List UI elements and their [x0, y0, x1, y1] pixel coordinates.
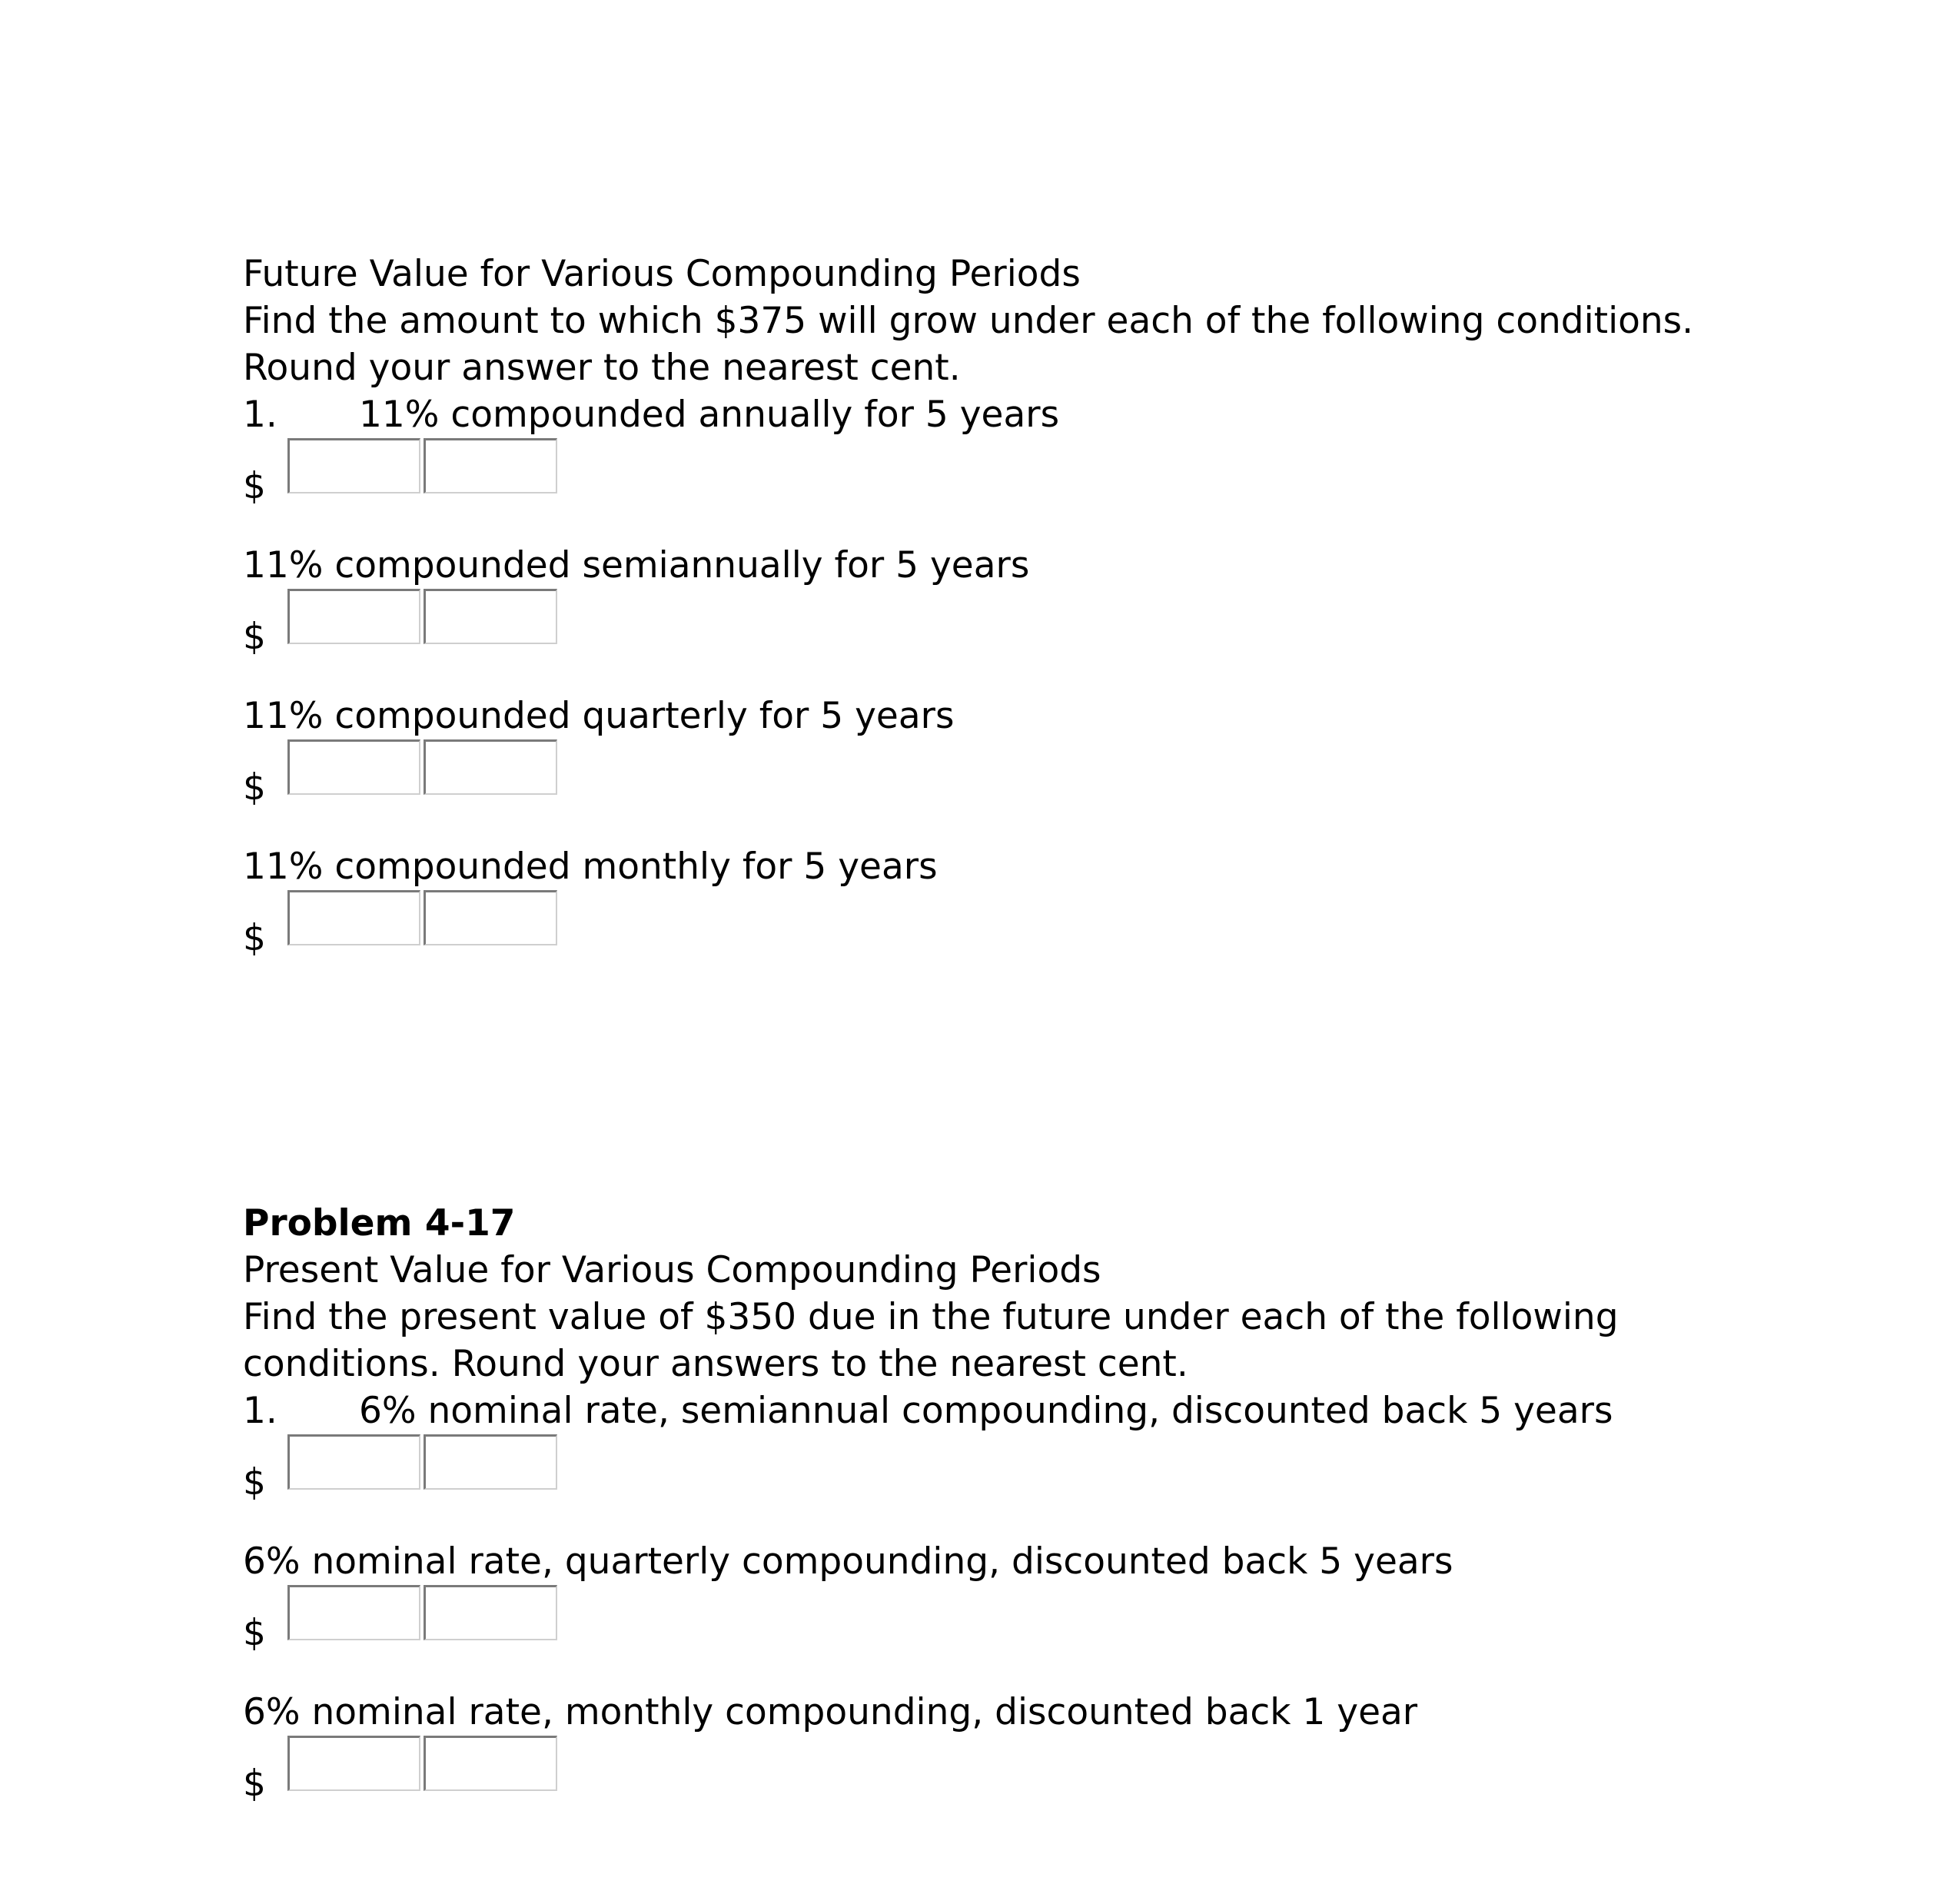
answer-row [243, 438, 1693, 542]
answer-input[interactable] [424, 890, 557, 945]
answer-row [243, 739, 1693, 843]
answer-input[interactable] [287, 890, 420, 945]
question-label: 11% compounded semiannually for 5 years [243, 544, 1030, 586]
question-label: 6% nominal rate, quarterly compounding, discounted back 5 years [243, 1540, 1453, 1583]
dollar-sign: $ [243, 917, 266, 959]
answer-input[interactable] [287, 1585, 420, 1640]
answer-input[interactable] [287, 589, 420, 644]
answer-row [243, 1736, 1619, 1839]
answer-row [243, 1585, 1619, 1689]
dollar-sign: $ [243, 766, 266, 809]
answer-input[interactable] [424, 1434, 557, 1490]
problem-heading: Problem 4-17 [243, 1202, 516, 1244]
answer-input[interactable] [287, 739, 420, 795]
question-number: 1. [243, 394, 277, 436]
answer-input[interactable] [424, 739, 557, 795]
answer-input[interactable] [424, 589, 557, 644]
question-label: 11% compounded quarterly for 5 years [243, 695, 955, 737]
question-label: 6% nominal rate, monthly compounding, discounted back 1 year [243, 1691, 1418, 1733]
answer-input[interactable] [424, 1585, 557, 1640]
answer-input[interactable] [424, 1736, 557, 1791]
dollar-sign: $ [243, 1461, 266, 1504]
instructions-line: conditions. Round your answers to the nearest cent. [243, 1343, 1188, 1385]
section-title: Present Value for Various Compounding Periods [243, 1249, 1101, 1291]
answer-row [243, 589, 1693, 693]
answer-row [243, 890, 1693, 994]
instructions-line: Round your answer to the nearest cent. [243, 347, 961, 389]
instructions-line: Find the amount to which $375 will grow under each of the following conditions. [243, 300, 1694, 342]
instructions-line: Find the present value of $350 due in the future under each of the following [243, 1296, 1619, 1338]
future-value-section [243, 251, 1693, 994]
dollar-sign: $ [243, 1763, 266, 1805]
dollar-sign: $ [243, 1612, 266, 1654]
section-title: Future Value for Various Compounding Periods [243, 253, 1081, 295]
dollar-sign: $ [243, 465, 266, 507]
answer-row [243, 1434, 1619, 1538]
present-value-section [243, 1200, 1619, 1839]
question-text [243, 1387, 1619, 1434]
question-label: 11% compounded annually for 5 years [359, 394, 1060, 436]
question-label: 11% compounded monthly for 5 years [243, 846, 938, 888]
question-text [243, 391, 1693, 438]
dollar-sign: $ [243, 616, 266, 658]
question-label: 6% nominal rate, semiannual compounding, discounted back 5 years [359, 1390, 1613, 1432]
question-number: 1. [243, 1390, 277, 1432]
answer-input[interactable] [287, 1736, 420, 1791]
answer-input[interactable] [287, 1434, 420, 1490]
answer-input[interactable] [287, 438, 420, 493]
answer-input[interactable] [424, 438, 557, 493]
